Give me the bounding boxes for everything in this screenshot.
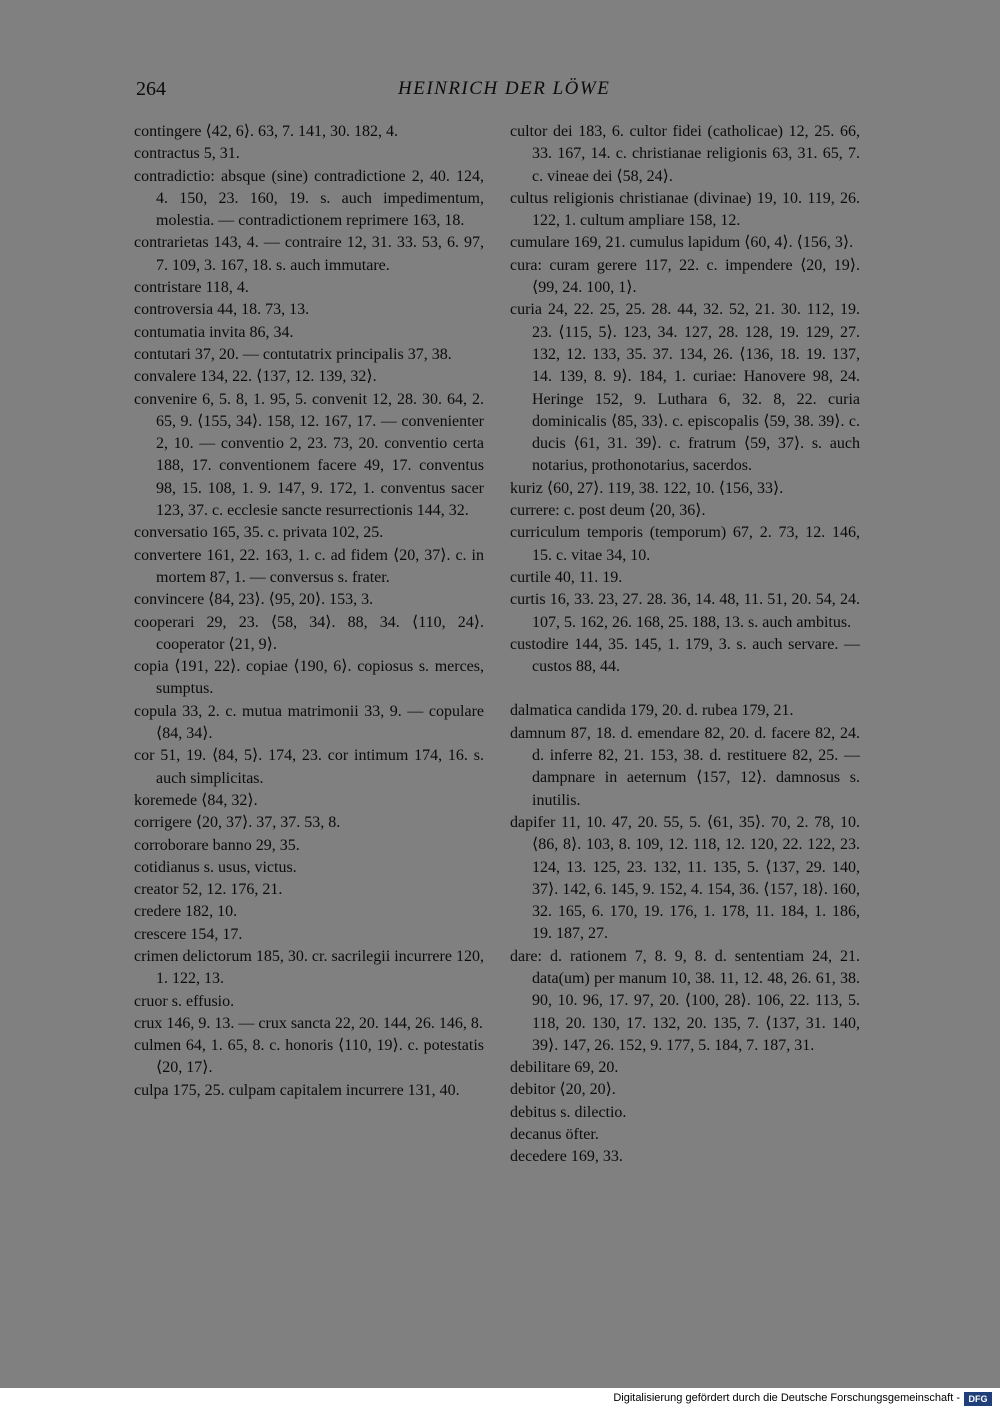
index-entry: culmen 64, 1. 65, 8. c. honoris ⟨110, 19⟩. c. potestatis ⟨20, 17⟩. (134, 1037, 484, 1077)
index-entry: conversatio 165, 35. c. privata 102, 25. (134, 524, 384, 542)
index-entry: copia ⟨191, 22⟩. copiae ⟨190, 6⟩. copiosus s. merces, sumptus. (134, 658, 484, 698)
index-entry: convenire 6, 5. 8, 1. 95, 5. convenit 12, 28. 30. 64, 2. 65, 9. ⟨155, 34⟩. 158, 12. 167, 17. — convenienter 2, 10. — conventio 2, 23. 73, 20. conventio certa 188, 17. conventionem facere 49, 17. conventus 98, 15. 108, 1. 9. 147, 9. 172, 1. conventus sacer 123, 37. c. ecclesie sancte resurrectionis 144, 32. (134, 390, 484, 520)
index-entry: cotidianus s. usus, victus. (134, 858, 297, 876)
index-entry: kuriz ⟨60, 27⟩. 119, 38. 122, 10. ⟨156, 33⟩. (510, 479, 784, 497)
index-entry: controversia 44, 18. 73, 13. (134, 301, 310, 319)
index-entry: credere 182, 10. (134, 903, 238, 921)
index-entry: convalere 134, 22. ⟨137, 12. 139, 32⟩. (134, 368, 377, 386)
index-entry: creator 52, 12. 176, 21. (134, 881, 283, 899)
index-entry: cruor s. effusio. (134, 992, 235, 1010)
footer-credit: Digitalisierung gefördert durch die Deutsche Forschungsgemeinschaft - (613, 1392, 960, 1404)
index-column-left (134, 121, 484, 1102)
index-entry: cumulare 169, 21. cumulus lapidum ⟨60, 4⟩. ⟨156, 3⟩. (510, 234, 854, 252)
index-entry: cultor dei 183, 6. cultor fidei (catholicae) 12, 25. 66, 33. 167, 14. c. christianae religionis 63, 31. 65, 7. c. vineae dei ⟨58, 24⟩. (510, 123, 860, 185)
index-entry: culpa 175, 25. culpam capitalem incurrere 131, 40. (134, 1081, 460, 1099)
index-entry: copula 33, 2. c. mutua matrimonii 33, 9. — copulare ⟨84, 34⟩. (134, 702, 484, 743)
index-entry: curia 24, 22. 25, 25. 28. 44, 32. 52, 21. 30. 112, 19. 23. ⟨115, 5⟩. 123, 34. 127, 28. 128, 19. 129, 27. 132, 12. 133, 35. 37. 134, 26. ⟨136, 18. 19. 137, 14. 139, 8. 9⟩. 184, 1. curiae: Hanovere 98, 24. Heringe 152, 9. Luthara 6, 32. 8, 22. curia dominicalis ⟨85, 33⟩. c. episcopalis ⟨59, 38. 39⟩. c. ducis ⟨61, 31. 39⟩. c. fratrum ⟨59, 37⟩. s. auch notarius, prothonotarius, sacerdos. (510, 301, 860, 475)
index-entry: contrarietas 143, 4. — contraire 12, 31. 33. 53, 6. 97, 7. 109, 3. 167, 18. s. auch immutare. (134, 234, 484, 274)
index-entry: convertere 161, 22. 163, 1. c. ad fidem ⟨20, 37⟩. c. in mortem 87, 1. — conversus s. frater. (134, 546, 484, 586)
page-number: 264 (136, 78, 166, 100)
index-entry: dare: d. rationem 7, 8. 9, 8. d. sententiam 24, 21. data(um) per manum 10, 38. 11, 12. 48, 26. 61, 38. 90, 10. 96, 17. 97, 20. ⟨100, 28⟩. 106, 22. 113, 5. 118, 20. 130, 17. 132, 20. 135, 7. ⟨137, 31. 140, 39⟩. 147, 26. 152, 9. 177, 5. 184, 7. 187, 31. (510, 947, 860, 1054)
index-entry: custodire 144, 35. 145, 1. 179, 3. s. auch servare. — custos 88, 44. (510, 635, 860, 676)
index-entry: koremede ⟨84, 32⟩. (134, 791, 258, 809)
index-entry: crescere 154, 17. (134, 925, 243, 943)
index-entry: debitus s. dilectio. (510, 1103, 627, 1121)
index-entry: curtis 16, 33. 23, 27. 28. 36, 14. 48, 11. 51, 20. 54, 24. 107, 5. 162, 26. 168, 25. 188, 13. s. auch ambitus. (510, 591, 860, 631)
index-entry: cor 51, 19. ⟨84, 5⟩. 174, 23. cor intimum 174, 16. s. auch simplicitas. (134, 747, 484, 787)
index-entry: cura: curam gerere 117, 22. c. impendere ⟨20, 19⟩. ⟨99, 24. 100, 1⟩. (510, 256, 860, 297)
index-entry: debitor ⟨20, 20⟩. (510, 1081, 616, 1099)
index-entry: contingere ⟨42, 6⟩. 63, 7. 141, 30. 182, 4. (134, 123, 399, 140)
index-entry: dalmatica candida 179, 20. d. rubea 179, 21. (510, 702, 794, 720)
index-entry: curriculum temporis (temporum) 67, 2. 73, 12. 146, 15. c. vitae 34, 10. (510, 524, 860, 564)
index-entry: corrigere ⟨20, 37⟩. 37, 37. 53, 8. (134, 814, 341, 832)
index-entry: dapifer 11, 10. 47, 20. 55, 5. ⟨61, 35⟩. 70, 2. 78, 10. ⟨86, 8⟩. 103, 8. 109, 12. 118, 12. 120, 22. 122, 23. 124, 13. 125, 23. 132, 11. 135, 5. ⟨137, 29. 140, 37⟩. 142, 6. 145, 9. 152, 4. 154, 36. ⟨157, 18⟩. 160, 32. 165, 6. 170, 19. 176, 1. 178, 11. 184, 1. 186, 19. 187, 27. (510, 813, 860, 943)
index-entry: contutari 37, 20. — contutatrix principalis 37, 38. (134, 345, 452, 363)
footer-bar (0, 1388, 1000, 1410)
index-entry: cooperari 29, 23. ⟨58, 34⟩. 88, 34. ⟨110, 24⟩. cooperator ⟨21, 9⟩. (134, 613, 484, 653)
index-entry: contractus 5, 31. (134, 145, 240, 163)
index-entry: decedere 169, 33. (510, 1148, 623, 1166)
index-entry: contristare 118, 4. (134, 279, 249, 297)
index-entry: cultus religionis christianae (divinae) 19, 10. 119, 26. 122, 1. cultum ampliare 158, 12. (510, 189, 860, 230)
index-column-right (510, 121, 860, 1169)
running-head: HEINRICH DER LÖWE (398, 78, 611, 99)
index-entry: corroborare banno 29, 35. (134, 836, 300, 854)
index-entry: convincere ⟨84, 23⟩. ⟨95, 20⟩. 153, 3. (134, 591, 374, 609)
index-entry: debilitare 69, 20. (510, 1059, 619, 1077)
index-entry: curtile 40, 11. 19. (510, 568, 623, 586)
index-entry: damnum 87, 18. d. emendare 82, 20. d. facere 82, 24. d. inferre 82, 21. 153, 38. d. restituere 82, 25. — dampnare in aeternum ⟨157, 12⟩. damnosus s. inutilis. (510, 724, 860, 809)
index-entry: decanus öfter. (510, 1126, 599, 1144)
index-entry: crimen delictorum 185, 30. cr. sacrilegii incurrere 120, 1. 122, 13. (134, 947, 484, 988)
index-entry: contumatia invita 86, 34. (134, 323, 294, 341)
dfg-logo[interactable]: DFG (964, 1392, 992, 1406)
index-entry: currere: c. post deum ⟨20, 36⟩. (510, 502, 706, 520)
index-entry: contradictio: absque (sine) contradictione 2, 40. 124, 4. 150, 23. 160, 19. s. auch impedimentum, molestia. — contradictionem reprimere 163, 18. (134, 167, 484, 230)
index-entry: crux 146, 9. 13. — crux sancta 22, 20. 144, 26. 146, 8. (134, 1014, 483, 1032)
